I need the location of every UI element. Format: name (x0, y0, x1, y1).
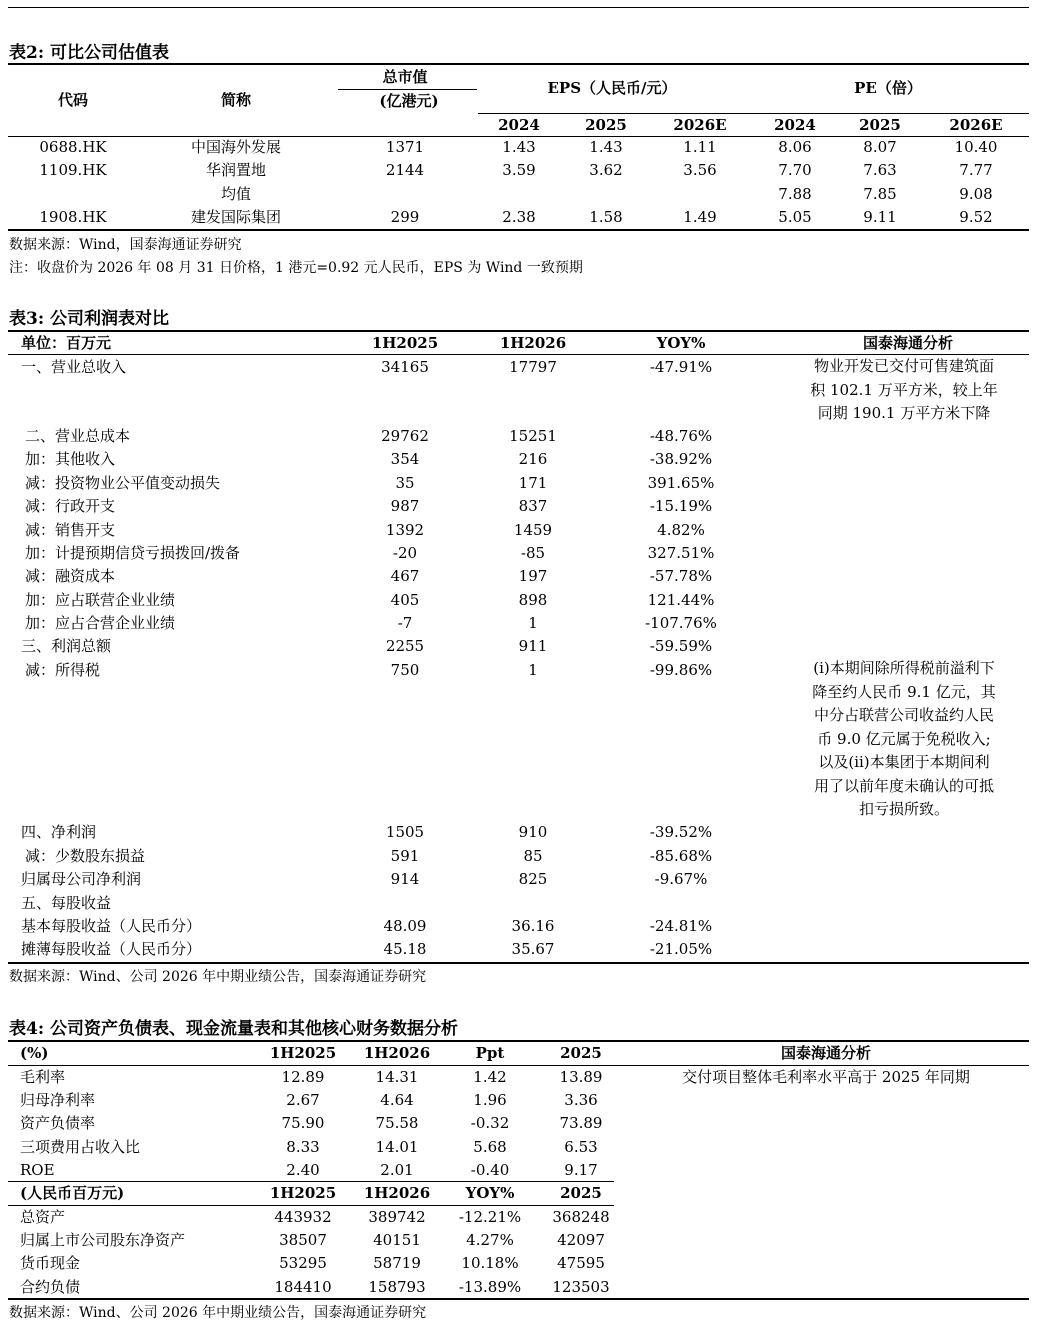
table2-cell: 9.08 (959, 185, 993, 203)
table4-cell: 14.01 (375, 1138, 419, 1156)
table3-row-label: 减：所得税 (25, 661, 101, 679)
table3-cell: 911 (518, 637, 548, 655)
table2-cell: 1109.HK (39, 161, 107, 179)
table3-cell: 4.82% (657, 521, 705, 539)
table3-cell: -85.68% (649, 847, 713, 865)
table2-cell: 1.43 (589, 138, 623, 156)
table2-cell: 3.62 (589, 161, 623, 179)
table4-row-label: 货币现金 (20, 1254, 81, 1272)
analysis-line: 降至约人民币 9.1 亿元，其 (812, 682, 996, 701)
table3-row-label: 加：计提预期信贷亏损拨回/拨备 (25, 544, 241, 562)
table2-cell: 0688.HK (39, 138, 107, 156)
table3-row-label: 五、每股收益 (21, 894, 112, 912)
table4-cell: 2.67 (286, 1091, 320, 1109)
table2-header-mktcap-line1: 总市值 (382, 68, 428, 86)
table3-cell: 17797 (509, 358, 557, 376)
table4-row-label: 三项费用占收入比 (20, 1138, 141, 1156)
table2-cell: 7.85 (863, 185, 897, 203)
table2-cell: 3.59 (502, 161, 536, 179)
table4-cell: 47595 (557, 1254, 605, 1272)
table4-cell: 4.27% (466, 1231, 514, 1249)
table2-cell: 9.52 (959, 208, 993, 226)
table3-row-label: 减：行政开支 (25, 497, 116, 515)
table2-cell: 7.63 (863, 161, 897, 179)
analysis-line: 以及(ii)本集团于本期间利 (818, 753, 990, 771)
table4-cell: 5.68 (473, 1138, 507, 1156)
table2-year-cell: 2024 (498, 116, 540, 134)
table4-row-label: 总资产 (20, 1208, 66, 1226)
top-rule (8, 7, 1029, 8)
table4-cell: 2.01 (380, 1161, 414, 1179)
table4-header-cell: (人民币百万元) (20, 1184, 125, 1202)
table4-cell: 10.18% (461, 1254, 519, 1272)
table3-header-unit: 单位：百万元 (21, 334, 112, 352)
table4-cell: 13.89 (559, 1068, 603, 1086)
table2-header-eps: EPS（人民币/元） (547, 79, 677, 97)
table3-row-label: 减：融资成本 (25, 567, 116, 585)
table4-cell: 53295 (279, 1254, 327, 1272)
table3-cell: 910 (518, 823, 548, 841)
analysis-line: 用了以前年度未确认的可抵 (813, 776, 994, 795)
table2-cell: 2.38 (502, 208, 536, 226)
table3-bottom-rule (8, 962, 1029, 964)
table3-source: 数据来源：Wind、公司 2026 年中期业绩公告，国泰海通证券研究 (9, 969, 427, 985)
table3-cell: 15251 (509, 427, 557, 445)
table2-cell: 7.70 (778, 161, 812, 179)
table3-cell: 750 (390, 661, 420, 679)
table2-cell: 7.88 (778, 185, 812, 203)
table2-year-cell: 2025 (585, 116, 627, 134)
table2-years-rule (478, 113, 1029, 114)
table3-cell: -15.19% (649, 497, 713, 515)
table4-row-label: ROE (20, 1161, 55, 1179)
table2-cell: 10.40 (954, 138, 998, 156)
table3-title: 表3: 公司利润表对比 (9, 309, 170, 329)
table3-row-label: 减：投资物业公平值变动损失 (25, 474, 221, 492)
table4-cell: -12.21% (458, 1208, 522, 1226)
table3-row-label: 减：少数股东损益 (25, 847, 146, 865)
table3-row-label: 加：其他收入 (25, 450, 116, 468)
table4-cell: 14.31 (375, 1068, 419, 1086)
table3-cell: -57.78% (649, 567, 713, 585)
table3-cell: -20 (392, 544, 418, 562)
table2-cell: 1.58 (589, 208, 623, 226)
table2-year-cell: 2024 (774, 116, 816, 134)
table3-cell: -24.81% (649, 917, 713, 935)
table2-cell: 9.11 (863, 208, 897, 226)
table2-cell: 5.05 (778, 208, 812, 226)
table3-cell: 1459 (513, 521, 553, 539)
table3-cell: -99.86% (649, 661, 713, 679)
table2-year-cell: 2026E (949, 116, 1003, 134)
table3-cell: -38.92% (649, 450, 713, 468)
table4-header-cell: 2025 (560, 1184, 602, 1202)
table2-title: 表2: 可比公司估值表 (9, 43, 170, 63)
table4-cell: 38507 (279, 1231, 327, 1249)
table3-cell: 405 (390, 591, 420, 609)
analysis-line: 物业开发已交付可售建筑面 (813, 357, 994, 375)
table3-row-label: 摊薄每股收益（人民币分） (21, 940, 202, 958)
table4-cell: 3.36 (564, 1091, 598, 1109)
table3-cell: 914 (390, 870, 420, 888)
table3-row-label: 归属母公司净利润 (21, 870, 142, 888)
table2-header-name: 简称 (220, 91, 252, 109)
table2-cell: 1.43 (502, 138, 536, 156)
table4-bottom-rule (8, 1298, 1029, 1300)
table3-cell: 2255 (385, 637, 425, 655)
table2-header-pe: PE（倍） (854, 79, 922, 97)
table3-row-label: 三、利润总额 (21, 637, 112, 655)
table2-header-mktcap-line2: (亿港元) (379, 92, 439, 110)
table3-cell: 1 (528, 614, 538, 632)
analysis-line: 中分占联营公司收益约人民 (813, 706, 994, 724)
table3-cell: 48.09 (383, 917, 427, 935)
table4-cell: 58719 (373, 1254, 421, 1272)
table4-title: 表4: 公司资产负债表、现金流量表和其他核心财务数据分析 (9, 1019, 459, 1039)
table3-header-yoy: YOY% (656, 334, 706, 352)
table4-cell: -0.40 (470, 1161, 510, 1179)
table4-row-label: 合约负债 (20, 1278, 81, 1296)
table3-header-1h2026: 1H2026 (499, 334, 567, 352)
table4-header-cell: 1H2025 (269, 1184, 337, 1202)
table3-cell: 35 (395, 474, 415, 492)
analysis-line: 币 9.0 亿元属于免税收入; (817, 729, 991, 748)
table3-cell: 467 (390, 567, 420, 585)
table4-row-label: 毛利率 (20, 1068, 66, 1086)
table3-cell: 216 (518, 450, 548, 468)
table4-cell: -0.32 (470, 1114, 510, 1132)
table3-cell: 45.18 (383, 940, 427, 958)
table2-cell: 8.06 (778, 138, 812, 156)
table2-cell: 2144 (385, 161, 425, 179)
table4-cell: 1.96 (473, 1091, 507, 1109)
table2-cell: 华润置地 (205, 161, 267, 179)
table3-cell: -85 (520, 544, 546, 562)
table3-cell: -21.05% (649, 940, 713, 958)
table3-cell: 898 (518, 591, 548, 609)
table4-top-rule (8, 1040, 1029, 1042)
table4-cell: 158793 (368, 1278, 426, 1296)
table4-header-cell: 1H2025 (269, 1044, 337, 1062)
table2-year-cell: 2025 (859, 116, 901, 134)
table3-cell: 36.16 (511, 917, 555, 935)
table3-cell: 1392 (385, 521, 425, 539)
table2-note: 注：收盘价为 2026 年 08 月 31 日价格，1 港元=0.92 元人民币，EPS 为 Wind 一致预期 (9, 260, 583, 276)
table3-cell: 35.67 (511, 940, 555, 958)
table3-row-label: 二、营业总成本 (25, 427, 131, 445)
table2-cell: 8.07 (863, 138, 897, 156)
table4-row-label: 归母净利率 (20, 1091, 96, 1109)
table3-header-analysis: 国泰海通分析 (862, 334, 954, 352)
table4-cell: 73.89 (559, 1114, 603, 1132)
table3-cell: 837 (518, 497, 548, 515)
table3-cell: 825 (518, 870, 548, 888)
table3-cell: -107.76% (645, 614, 717, 632)
table2-header-code: 代码 (57, 91, 89, 109)
table3-row-label: 基本每股收益（人民币分） (21, 917, 202, 935)
table2-cell: 3.56 (683, 161, 717, 179)
table2-cell: 7.77 (959, 161, 993, 179)
table4-header-cell: 2025 (560, 1044, 602, 1062)
table3-row-label: 四、净利润 (21, 823, 97, 841)
table3-cell: 391.65% (647, 474, 715, 492)
table2-cell: 中国海外发展 (190, 138, 282, 156)
table4-cell: 368248 (552, 1208, 610, 1226)
table3-cell: 987 (390, 497, 420, 515)
table4-cell: 4.64 (380, 1091, 414, 1109)
table3-row-label: 加：应占联营企业业绩 (25, 591, 176, 609)
table4-cell: 389742 (368, 1208, 426, 1226)
table4-cell: 123503 (552, 1278, 610, 1296)
table2-cell: 1.49 (683, 208, 717, 226)
table4-cell: 184410 (274, 1278, 332, 1296)
table3-analysis-revenue (786, 355, 1022, 426)
table3-cell: -39.52% (649, 823, 713, 841)
table4-header-cell: YOY% (465, 1184, 515, 1202)
table4-header-cell: (%) (20, 1044, 49, 1062)
table4-cell: 443932 (274, 1208, 332, 1226)
analysis-line: (i)本期间除所得税前溢利下 (813, 659, 995, 677)
table3-cell: 1505 (385, 823, 425, 841)
table4-header-cell: Ppt (475, 1044, 505, 1062)
table4-header-cell: 1H2026 (363, 1184, 431, 1202)
table3-cell: -48.76% (649, 427, 713, 445)
table3-analysis-tax (786, 657, 1022, 822)
table3-cell: -47.91% (649, 358, 713, 376)
analysis-line: 扣亏损所致。 (858, 800, 949, 818)
table4-cell: 40151 (373, 1231, 421, 1249)
table3-cell: -59.59% (649, 637, 713, 655)
table2-bottom-rule (8, 229, 1029, 231)
table2-year-cell: 2026E (673, 116, 727, 134)
table4-row-label: 资产负债率 (20, 1114, 96, 1132)
table3-cell: 591 (390, 847, 420, 865)
table4-cell: 2.40 (286, 1161, 320, 1179)
table4-row-label: 归属上市公司股东净资产 (20, 1231, 186, 1249)
analysis-line: 积 102.1 万平方米，较上年 (810, 380, 998, 399)
table3-cell: 327.51% (647, 544, 715, 562)
table2-cell: 建发国际集团 (190, 208, 282, 226)
table3-cell: 85 (523, 847, 543, 865)
table3-row-label: 一、营业总收入 (21, 358, 127, 376)
table4-cell: 75.58 (375, 1114, 419, 1132)
table4-cell: 9.17 (564, 1161, 598, 1179)
table3-row-label: 加：应占合营企业业绩 (25, 614, 176, 632)
table2-cell: 1371 (385, 138, 425, 156)
table4-cell: 42097 (557, 1231, 605, 1249)
table4-header-cell: 1H2026 (363, 1044, 431, 1062)
table3-cell: 171 (518, 474, 548, 492)
table2-source: 数据来源：Wind，国泰海通证券研究 (9, 237, 242, 253)
table4-cell: -13.89% (458, 1278, 522, 1296)
table3-cell: 197 (518, 567, 548, 585)
table3-cell: 34165 (381, 358, 429, 376)
table3-cell: -9.67% (654, 870, 708, 888)
table3-cell: 354 (390, 450, 420, 468)
table4-cell: 6.53 (564, 1138, 598, 1156)
table2-cell: 1908.HK (39, 208, 107, 226)
table3-header-1h2025: 1H2025 (371, 334, 439, 352)
table2-top-rule (8, 63, 1029, 65)
table4-cell: 8.33 (286, 1138, 320, 1156)
table2-cell: 1.11 (683, 138, 717, 156)
table3-row-label: 减：销售开支 (25, 521, 116, 539)
analysis-line: 同期 190.1 万平方米下降 (817, 404, 991, 422)
table4-analysis: 交付项目整体毛利率水平高于 2025 年同期 (682, 1068, 970, 1086)
table3-cell: 1 (528, 661, 538, 679)
table4-source: 数据来源：Wind、公司 2026 年中期业绩公告，国泰海通证券研究 (9, 1305, 427, 1321)
table4-cell: 75.90 (281, 1114, 325, 1132)
table3-cell: 29762 (381, 427, 429, 445)
table3-cell: 121.44% (647, 591, 715, 609)
table4-cell: 1.42 (473, 1068, 507, 1086)
table3-cell: -7 (397, 614, 413, 632)
table4-header-analysis: 国泰海通分析 (780, 1044, 872, 1062)
table2-cell: 299 (390, 208, 420, 226)
table2-cell: 均值 (220, 185, 252, 203)
table4-cell: 12.89 (281, 1068, 325, 1086)
